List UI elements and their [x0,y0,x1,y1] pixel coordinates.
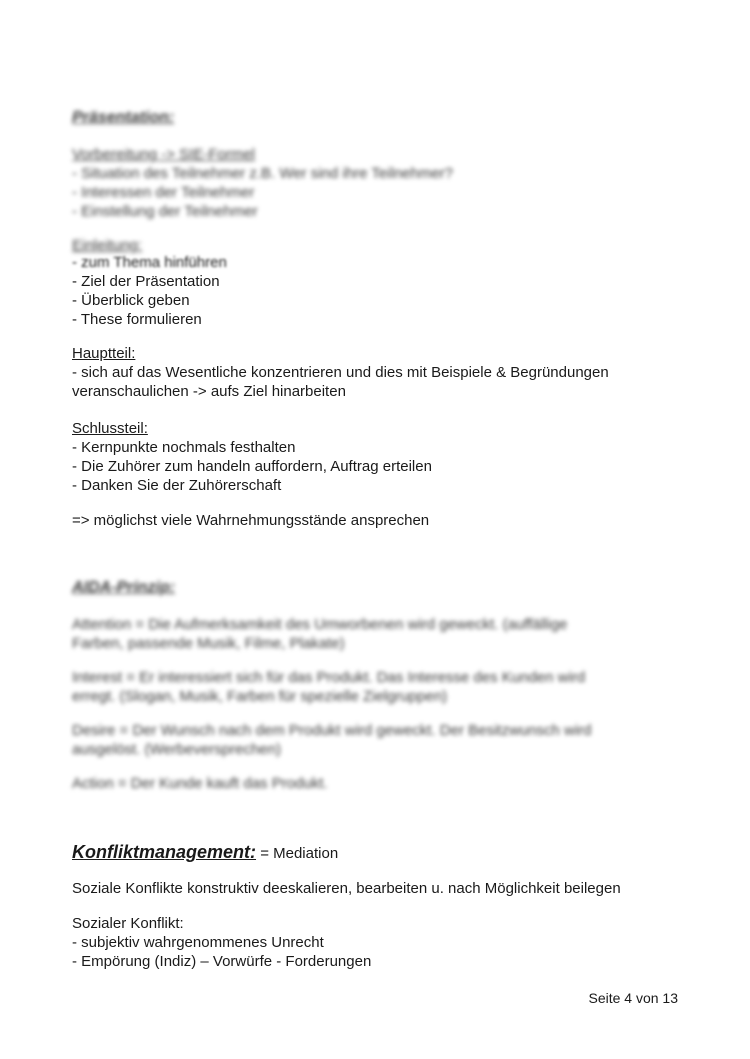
konflikt-item: - subjektiv wahrgenommenes Unrecht [72,934,324,951]
prep-item: - Interessen der Teilnehmer [72,184,255,201]
section-heading-aida: AIDA-Prinzip: [72,579,176,596]
aida-desire: Desire = Der Wunsch nach dem Produkt wird geweckt. Der Besitzwunsch wird [72,722,592,739]
konflikt-heading-row [72,843,338,863]
intro-item: - These formulieren [72,311,202,328]
end-item: - Danken Sie der Zuhörerschaft [72,477,282,494]
prep-item: - Situation des Teilnehmer z.B. Wer sind ihre Teilnehmer? [72,165,454,182]
main-text: - sich auf das Wesentliche konzentrieren und dies mit Beispiele & Begründungen [72,364,609,381]
main-text: veranschaulichen -> aufs Ziel hinarbeiten [72,383,346,400]
prep-title: Vorbereitung -> SIE-Formel [72,146,255,163]
konflikt-item: - Empörung (Indiz) – Vorwürfe - Forderungen [72,953,372,970]
conclusion: => möglichst viele Wahrnehmungsstände ansprechen [72,512,430,529]
konflikt-intro: Soziale Konflikte konstruktiv deeskalieren, bearbeiten u. nach Möglichkeit beilegen [72,880,621,897]
end-item: - Die Zuhörer zum handeln auffordern, Auftrag erteilen [72,458,432,475]
intro-title: Einleitung: [72,237,143,254]
main-title: Hauptteil: [72,345,136,362]
page-number: Seite 4 von 13 [588,990,678,1006]
konflikt-subtitle: Sozialer Konflikt: [72,915,184,932]
aida-interest: erregt. (Slogan, Musik, Farben für spezielle Zielgruppen) [72,688,448,705]
aida-action: Action = Der Kunde kauft das Produkt. [72,775,328,792]
section-heading-konflikt: Konfliktmanagement: [72,842,257,862]
intro-item: - Überblick geben [72,292,190,309]
section-heading-praesentation: Präsentation: [72,109,175,126]
heading-suffix: = Mediation [256,845,339,862]
end-title: Schlussteil: [72,420,148,437]
aida-attention: Farben, passende Musik, Filme, Plakate) [72,635,345,652]
aida-attention: Attention = Die Aufmerksamkeit des Umworbenen wird geweckt. (auffällige [72,616,568,633]
intro-item: - zum Thema hinführen [72,254,227,271]
aida-interest: Interest = Er interessiert sich für das Produkt. Das Interesse des Kunden wird [72,669,586,686]
intro-item: - Ziel der Präsentation [72,273,220,290]
prep-item: - Einstellung der Teilnehmer [72,203,258,220]
aida-desire: ausgelöst. (Werbeversprechen) [72,741,281,758]
end-item: - Kernpunkte nochmals festhalten [72,439,296,456]
